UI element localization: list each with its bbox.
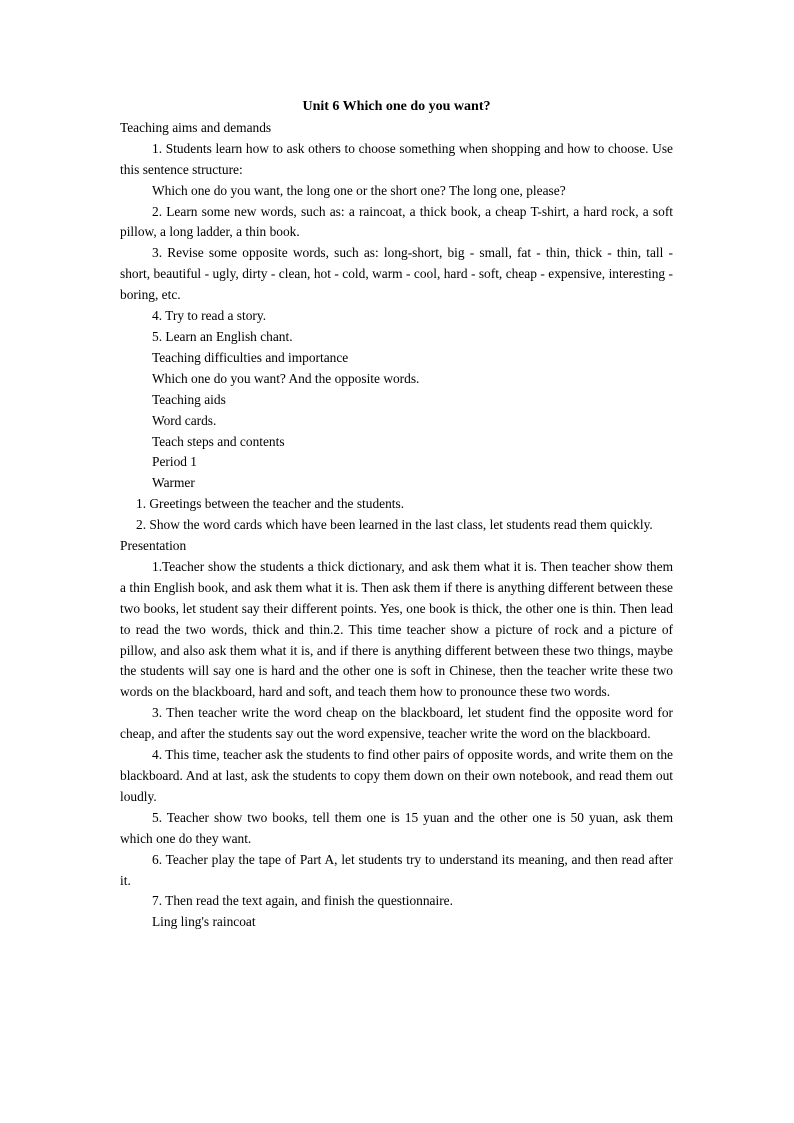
aim-3: 3. Revise some opposite words, such as: long-short, big - small, fat - thin, thick - thin, tall - short, beautiful - ugly, dirty - clean, hot - cold, warm - cool, hard - soft, cheap - expensive, interesting - boring, etc. [120,245,673,303]
presentation-step-6: 6. Teacher play the tape of Part A, let students try to understand its meaning, and then read after it. [120,851,673,888]
presentation-step-4: 4. This time, teacher ask the students to find other pairs of opposite words, and write them on the blackboard. And at last, ask the students to copy them down on their own notebook, and read them out loudly. [120,747,673,804]
aim-2: 2. Learn some new words, such as: a raincoat, a thick book, a cheap T-shirt, a hard rock, a soft pillow, a long ladder, a thin book. [120,203,673,240]
section-heading-aims: Teaching aims and demands [120,119,272,135]
aim-4: 4. Try to read a story. [152,308,267,324]
difficulties-text: Which one do you want? And the opposite words. [152,370,420,386]
aim-1: 1. Students learn how to ask others to choose something when shopping and how to choose. Use this sentence structure: [120,140,673,177]
warmer-heading: Warmer [152,475,195,491]
document-page [120,97,673,933]
section-heading-aids: Teaching aids [152,391,226,407]
aids-text: Word cards. [152,412,217,428]
sentence-structure: Which one do you want, the long one or the short one? The long one, please? [152,182,566,198]
document-title: Unit 6 Which one do you want? [302,99,491,114]
section-heading-steps: Teach steps and contents [152,433,285,449]
presentation-step-5: 5. Teacher show two books, tell them one is 15 yuan and the other one is 50 yuan, ask them which one do they want. [120,809,673,846]
warmer-step-1: 1. Greetings between the teacher and the students. [136,496,405,512]
presentation-step-7: 7. Then read the text again, and finish the questionnaire. [152,893,453,909]
presentation-heading: Presentation [120,538,187,554]
warmer-step-2: 2. Show the word cards which have been learned in the last class, let students read them quickly. [136,517,653,533]
presentation-step-1: 1.Teacher show the students a thick dictionary, and ask them what it is. Then teacher show them a thin English book, and ask them what it is. Then ask them if there is anything different between these two books, let student say their different points. Yes, one book is thick, the other one is thin. Then lead to read the two words, thick and thin.2. This time teacher show a picture of rock and a picture of pillow, and also ask them what it is, and if there is anything different between these two things, maybe the students will say one is hard and the other one is soft in Chinese, then the teacher write these two words on the blackboard, hard and soft, and teach them how to pronounce these two words. [120,558,673,700]
presentation-step-3: 3. Then teacher write the word cheap on the blackboard, let student find the opposite word for cheap, and after the students say out the word expensive, teacher write the word on the blackboard. [120,705,673,742]
section-heading-difficulties: Teaching difficulties and importance [152,349,349,365]
story-title: Ling ling's raincoat [152,914,256,930]
aim-5: 5. Learn an English chant. [152,328,293,344]
period-label: Period 1 [152,454,198,470]
